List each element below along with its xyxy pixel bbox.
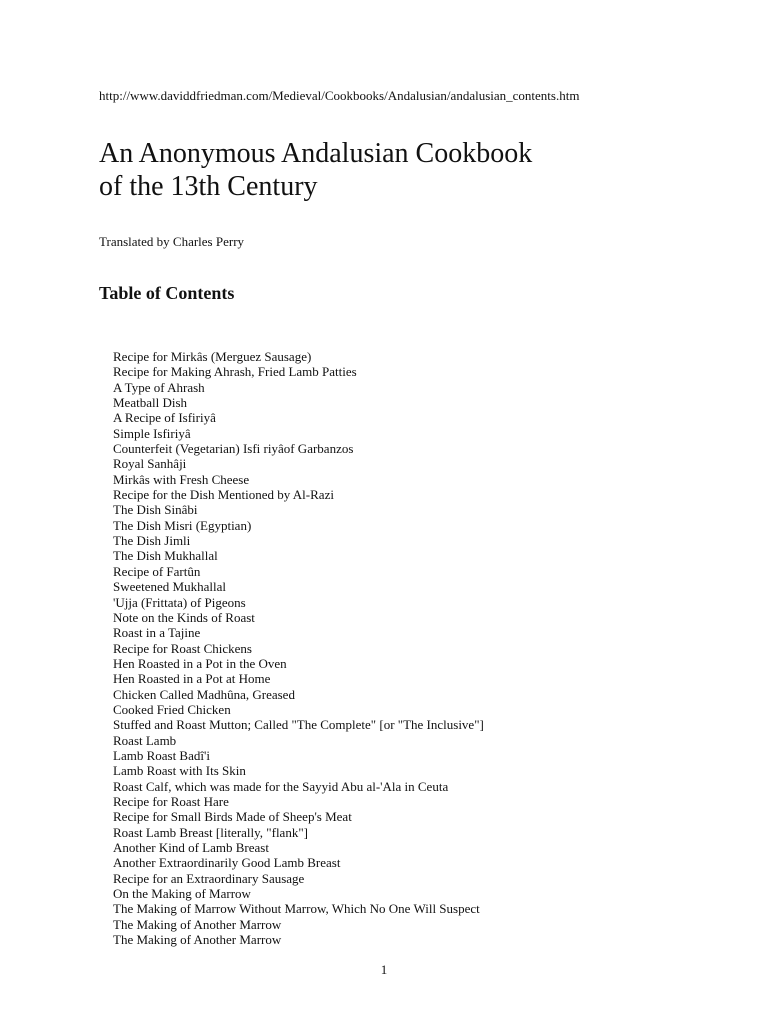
- toc-entry: The Making of Another Marrow: [113, 916, 282, 932]
- toc-entry: The Making of Marrow Without Marrow, Which No One Will Suspect: [113, 901, 480, 917]
- toc-entry: Recipe for Mirkâs (Merguez Sausage): [113, 349, 312, 364]
- toc-entry: Meatball Dish: [113, 395, 188, 411]
- toc-entry: Chicken Called Madhûna, Greased: [113, 686, 295, 702]
- toc-entry: Royal Sanhâji: [113, 456, 187, 472]
- toc-entry: Recipe of Fartûn: [113, 563, 201, 579]
- toc-entry: Another Extraordinarily Good Lamb Breast: [113, 855, 341, 871]
- document-title: [99, 137, 532, 203]
- page-number: 1: [380, 962, 388, 977]
- toc-entry: The Dish Jimli: [113, 533, 191, 549]
- toc-entry: Roast Lamb Breast [literally, "flank"]: [113, 824, 308, 840]
- toc-entry: Recipe for Roast Hare: [113, 793, 229, 809]
- toc-entry: Lamb Roast Badî'i: [113, 747, 210, 763]
- toc-entry: Roast in a Tajine: [113, 625, 201, 641]
- toc-entry: The Dish Mukhallal: [113, 548, 218, 564]
- toc-entry: Simple Isfiriyâ: [113, 425, 191, 441]
- document-title-line-2: of the 13th Century: [99, 171, 318, 202]
- document-title-line-1: An Anonymous Andalusian Cookbook: [99, 138, 533, 169]
- toc-entry: Another Kind of Lamb Breast: [113, 840, 269, 855]
- toc-entry: Counterfeit (Vegetarian) Isfi riyâof Garbanzos: [113, 441, 354, 457]
- toc-entry: 'Ujja (Frittata) of Pigeons: [113, 594, 246, 610]
- toc-entry: A Type of Ahrash: [113, 379, 205, 395]
- toc-entry: The Making of Another Marrow: [113, 932, 282, 948]
- toc-entry: Recipe for Roast Chickens: [113, 640, 252, 656]
- toc-entry: A Recipe of Isfiriyâ: [113, 410, 216, 426]
- toc-entry: The Dish Misri (Egyptian): [113, 517, 252, 533]
- toc-entry: Recipe for the Dish Mentioned by Al-Razi: [113, 487, 334, 503]
- translator-credit: Translated by Charles Perry: [99, 234, 245, 249]
- toc-entry: The Dish Sinâbi: [113, 502, 198, 518]
- toc-entry: Recipe for an Extraordinary Sausage: [113, 870, 305, 886]
- toc-entry: Recipe for Making Ahrash, Fried Lamb Patties: [113, 364, 357, 380]
- toc-entry: Note on the Kinds of Roast: [113, 609, 255, 625]
- toc-entry: Mirkâs with Fresh Cheese: [113, 471, 250, 487]
- toc-entry: Stuffed and Roast Mutton; Called "The Complete" [or "The Inclusive"]: [113, 717, 484, 733]
- toc-entry: Roast Lamb: [113, 732, 177, 748]
- toc-heading: Table of Contents: [99, 283, 235, 303]
- toc-entry: Hen Roasted in a Pot at Home: [113, 671, 271, 687]
- toc-entry: Cooked Fried Chicken: [113, 701, 231, 717]
- source-url: http://www.daviddfriedman.com/Medieval/Cookbooks/Andalusian/andalusian_contents.htm: [99, 88, 580, 103]
- toc-entry: Roast Calf, which was made for the Sayyid Abu al-'Ala in Ceuta: [113, 778, 449, 794]
- toc-entry: Recipe for Small Birds Made of Sheep's Meat: [113, 809, 352, 825]
- toc-entry: Hen Roasted in a Pot in the Oven: [113, 655, 287, 671]
- toc-entry: Lamb Roast with Its Skin: [113, 763, 246, 779]
- toc-entry: Sweetened Mukhallal: [113, 579, 226, 595]
- toc-entry: On the Making of Marrow: [113, 886, 251, 902]
- toc-list: [113, 349, 484, 947]
